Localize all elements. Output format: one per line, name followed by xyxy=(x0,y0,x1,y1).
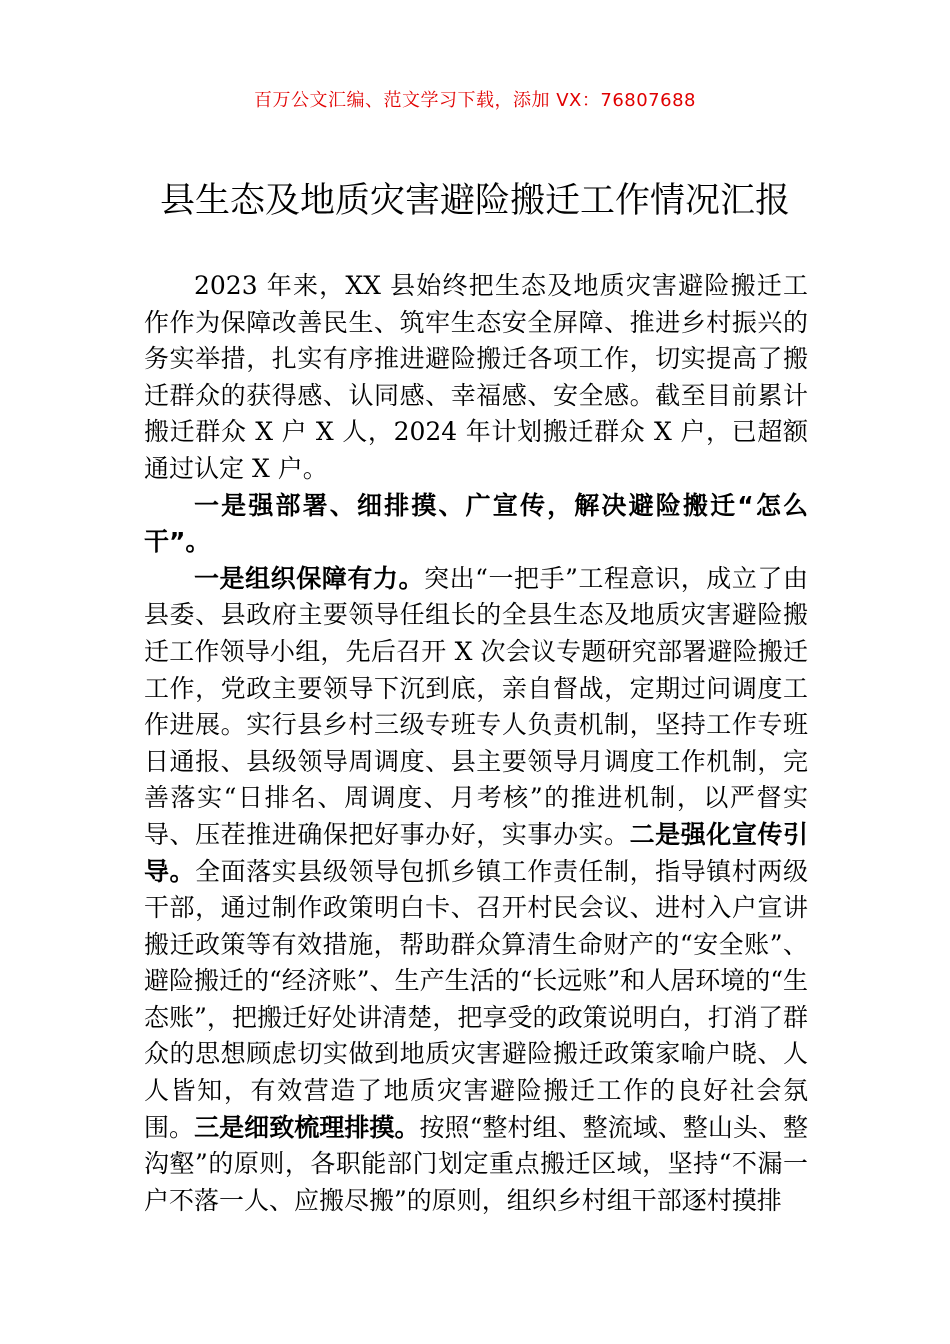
subpoint-text: 突出“一把手”工程意识，成立了由县委、县政府主要领导任组长的全县生态及地质灾害避险搬迁工作领导小组，先后召开 X 次会议专题研究部署避险搬迁工作，党政主要领导下沉到底，亲自督战，定期过问调度工作进展。实行县乡村三级专班专人负责机制，坚持工作专班日通报、县级领导周调度、县主要领导月调度工作机制，完善落实“日排名、周调度、月考核”的推进机制，以严督实导、压茬推进确保把好事办好，实事办实。 xyxy=(144,563,808,849)
section-heading-text: 一是强部署、细排摸、广宣传，解决避险搬迁“怎么干”。 xyxy=(144,490,808,557)
subpoint-text: 全面落实县级领导包抓乡镇工作责任制，指导镇村两级干部，通过制作政策明白卡、召开村民会议、进村入户宣讲搬迁政策等有效措施，帮助群众算清生命财产的“安全账”、避险搬迁的“经济账”、生产生活的“长远账”和人居环境的“生态账”，把搬迁好处讲清楚，把享受的政策说明白，打消了群众的思想顾虑切实做到地质灾害避险搬迁政策家喻户晓、人人皆知，有效营造了地质灾害避险搬迁工作的良好社会氛围。 xyxy=(144,856,808,1142)
subpoint-title: 二是强化宣传引导。 xyxy=(144,819,808,886)
section-paragraph xyxy=(144,561,808,1220)
page-title: 县生态及地质灾害避险搬迁工作情况汇报 xyxy=(159,181,790,221)
header-watermark-note: 百万公文汇编、范文学习下载，添加 VX：76807688 xyxy=(254,90,696,111)
section-heading xyxy=(144,488,808,561)
intro-paragraph: 2023 年来，XX 县始终把生态及地质灾害避险搬迁工作作为保障改善民生、筑牢生态安全屏障、推进乡村振兴的务实举措，扎实有序推进避险搬迁各项工作，切实提高了搬迁群众的获得感、认同感、幸福感、安全感。截至目前累计搬迁群众 X 户 X 人，2024 年计划搬迁群众 X 户，已超额通过认定 X 户。 xyxy=(144,271,808,483)
subpoint-title: 三是细致梳理排摸。 xyxy=(194,1112,420,1142)
subpoint-title: 一是组织保障有力。 xyxy=(194,563,425,593)
subpoint-text: 按照“整村组、整流域、整山头、整沟壑”的原则，各职能部门划定重点搬迁区域，坚持“不漏一户不落一人、应搬尽搬”的原则，组织乡村组干部逐村摸排 xyxy=(144,1112,808,1215)
document-body xyxy=(144,268,808,1219)
